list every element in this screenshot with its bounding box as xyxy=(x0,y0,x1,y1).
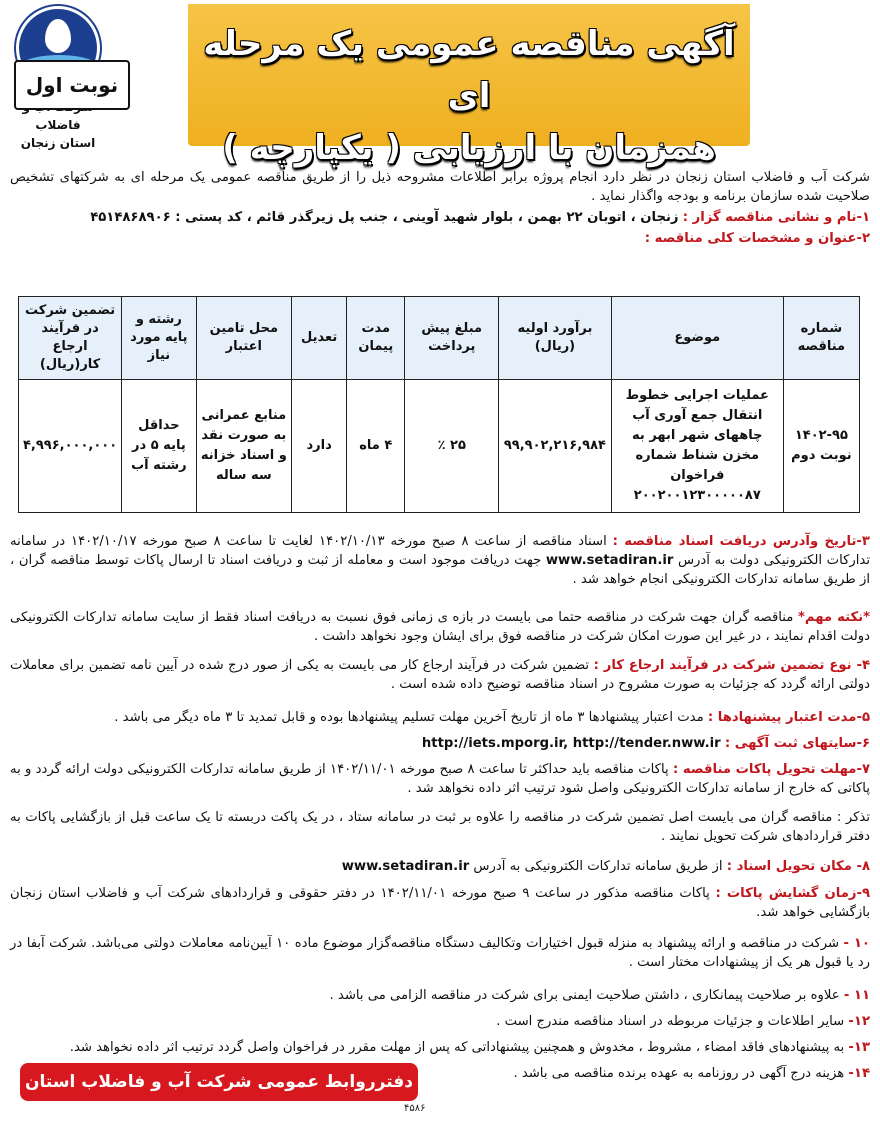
important-note: *نکته مهم* مناقصه گران جهت شرکت در مناقصه حتما می بایست در بازه ی زمانی فوق نسبت به دریافت اسناد فقط از سایت سامانه تدارکات الکترونیکی دولت اقدام نمایند ، در غیر این صورت امکان شرکت در مناقصه فوق برای ایشان وجود نخواهد داشت . xyxy=(10,610,870,644)
title-line-2: همزمان با ارزیابی ( یکپارچه ) xyxy=(222,128,716,168)
col-guarantee: تضمین شرکت در فرآیند ارجاع کار(ریال) xyxy=(19,297,122,380)
section-13: ۱۳- به پیشنهادهای فاقد امضاء ، مشروط ، مخدوش و همچنین پیشنهاداتی که پس از مهلت مقرر در فراخوان واصل گردد ترتیب اثر داده نخواهد شد. xyxy=(69,1040,870,1055)
org-name: فاضلاب استان زنجان xyxy=(20,118,96,150)
section-4: ۴- نوع تضمین شرکت در فرآیند ارجاع کار : تضمین شرکت در فرآیند ارجاع کار می بایست به یکی از صور درج شده در آیین نامه تضمین برای معاملات دولتی ارائه گردد که جزئیات به صورت مشروح در اسناد مناقصه توضیح داده شده است . xyxy=(10,658,870,692)
intro-paragraph: شرکت آب و فاضلاب استان زنجان در نظر دارد انجام پروژه برابر اطلاعات مشروحه ذیل را از طریق مناقصه عمومی یک مرحله ای به شرکتهای تشخیص صلاحیت شده سازمان برنامه و بودجه واگذار نماید . xyxy=(10,170,870,204)
section-8: ۸- مکان تحویل اسناد : از طریق سامانه تدارکات الکترونیکی به آدرس www.setadiran.ir xyxy=(341,859,870,874)
section-3: ۳-تاریخ وآدرس دریافت اسناد مناقصه : اسناد مناقصه از ساعت ۸ صبح مورخه ۱۴۰۲/۱۰/۱۳ لغایت تا ساعت ۸ صبح مورخه ۱۴۰۲/۱۰/۱۷ در سامانه تدارکات الکترونیکی دولت به آدرس www.setadiran.ir جهت دریافت موجود است و معامله از ثبت و دریافت اسناد تا ارسال پاکات توسط مناقصه گران ، از طریق سامانه تدارکات الکترونیکی انجام خواهد شد . xyxy=(10,534,870,587)
cell-estimate: ۹۹,۹۰۲,۲۱۶,۹۸۴ xyxy=(499,380,612,513)
col-number: شماره مناقصه xyxy=(783,297,859,380)
col-grade: رشته و پایه مورد نیاز xyxy=(122,297,196,380)
ad-code: ۴۵۸۶ xyxy=(404,1103,426,1114)
col-estimate: برآورد اولیه (ریال) xyxy=(499,297,612,380)
cell-number: ۱۴۰۲-۹۵ نوبت دوم xyxy=(783,380,859,513)
setadiran-link-2[interactable]: www.setadiran.ir xyxy=(341,859,470,874)
col-adjustment: تعدیل xyxy=(292,297,347,380)
section-12: ۱۲- سایر اطلاعات و جزئیات مربوطه در اسناد مناقصه مندرج است . xyxy=(496,1014,870,1029)
section-5: ۵-مدت اعتبار پیشنهادها : مدت اعتبار پیشنهادها ۳ ماه از تاریخ آخرین مهلت تسلیم پیشنهادها بوده و قابل تمدید تا ۳ ماه دیگر می باشد . xyxy=(114,710,870,725)
col-funding: محل تامین اعتبار xyxy=(196,297,292,380)
section-2: ۲-عنوان و مشخصات کلی مناقصه : xyxy=(644,231,870,246)
col-subject: موضوع xyxy=(611,297,783,380)
registration-sites[interactable]: http://iets.mporg.ir, http://tender.nww.ir xyxy=(421,736,721,751)
section-7: ۷-مهلت تحویل پاکات مناقصه : پاکات مناقصه باید حداکثر تا ساعت ۸ صبح مورخه ۱۴۰۲/۱۱/۰۱ از طریق سامانه تدارکات الکترونیکی دولت ارائه گردد و به پاکاتی که خارج از سامانه تدارکات الکترونیکی واصل شود ترتیب اثر داده نخواهد شد . xyxy=(10,762,870,796)
section-1: ۱-نام و نشانی مناقصه گزار : زنجان ، اتوبان ۲۲ بهمن ، بلوار شهید آوینی ، جنب پل زیرگذر قائم ، کد پستی : ۴۵۱۴۸۶۸۹۰۶ xyxy=(90,210,870,225)
section-9: ۹-زمان گشایش پاکات : پاکات مناقصه مذکور در ساعت ۹ صبح مورخه ۱۴۰۲/۱۱/۰۱ در دفتر حقوقی و قراردادهای شرکت آب و فاضلاب استان زنجان بازگشایی خواهد شد. xyxy=(10,886,871,920)
section-14: ۱۴- هزینه درج آگهی در روزنامه به عهده برنده مناقصه می باشد . xyxy=(513,1066,870,1081)
cell-adjustment: دارد xyxy=(292,380,347,513)
cell-subject: عملیات اجرایی خطوط انتقال جمع آوری آب چاههای شهر ابهر به مخزن شناط شماره فراخوان ۲۰۰۲۰۰۱۲۳۰۰۰۰۰۸۷ xyxy=(611,380,783,513)
tender-table xyxy=(18,296,860,513)
cell-funding: منابع عمرانی به صورت نقد و اسناد خزانه سه ساله xyxy=(196,380,292,513)
section-10: ۱۰ - شرکت در مناقصه و ارائه پیشنهاد به منزله قبول اختیارات وتکالیف دستگاه مناقصه‌گزار موضوع ماده ۱۰ آیین‌نامه معاملات دولتی می‌باشد. شرکت آبفا در رد یا قبول هر یک از پیشنهادات مختار است . xyxy=(10,936,870,970)
cell-prepayment: ۲۵ ٪ xyxy=(405,380,499,513)
section-6: ۶-سایتهای ثبت آگهی : http://iets.mporg.ir, http://tender.nww.ir xyxy=(421,736,870,751)
col-prepayment: مبلغ پیش پرداخت xyxy=(405,297,499,380)
cell-duration: ۴ ماه xyxy=(347,380,405,513)
cell-guarantee: ۴,۹۹۶,۰۰۰,۰۰۰ xyxy=(19,380,122,513)
cell-grade: حداقل پایه ۵ در رشته آب xyxy=(122,380,196,513)
round-badge: نوبت اول xyxy=(14,60,130,110)
table-row xyxy=(19,380,860,513)
setadiran-link[interactable]: www.setadiran.ir xyxy=(545,553,674,568)
title-banner xyxy=(188,4,750,168)
section-11: ۱۱ - علاوه بر صلاحیت پیمانکاری ، داشتن صلاحیت ایمنی برای شرکت در مناقصه الزامی می باشد . xyxy=(329,988,870,1003)
title-line-1: آگهی مناقصه عمومی یک مرحله ای xyxy=(203,24,735,116)
section-7-reminder: تذکر : مناقصه گران می بایست اصل تضمین شرکت در مناقصه را علاوه بر ثبت در سامانه ستاد ، در یک پاکت دربسته تا یک ساعت قبل از بازگشایی پاکات به دفتر قراردادهای شرکت تحویل نمایند . xyxy=(10,810,870,844)
footer-box: دفترروابط عمومی شرکت آب و فاضلاب استان زنجان xyxy=(20,1063,418,1101)
col-duration: مدت پیمان xyxy=(347,297,405,380)
